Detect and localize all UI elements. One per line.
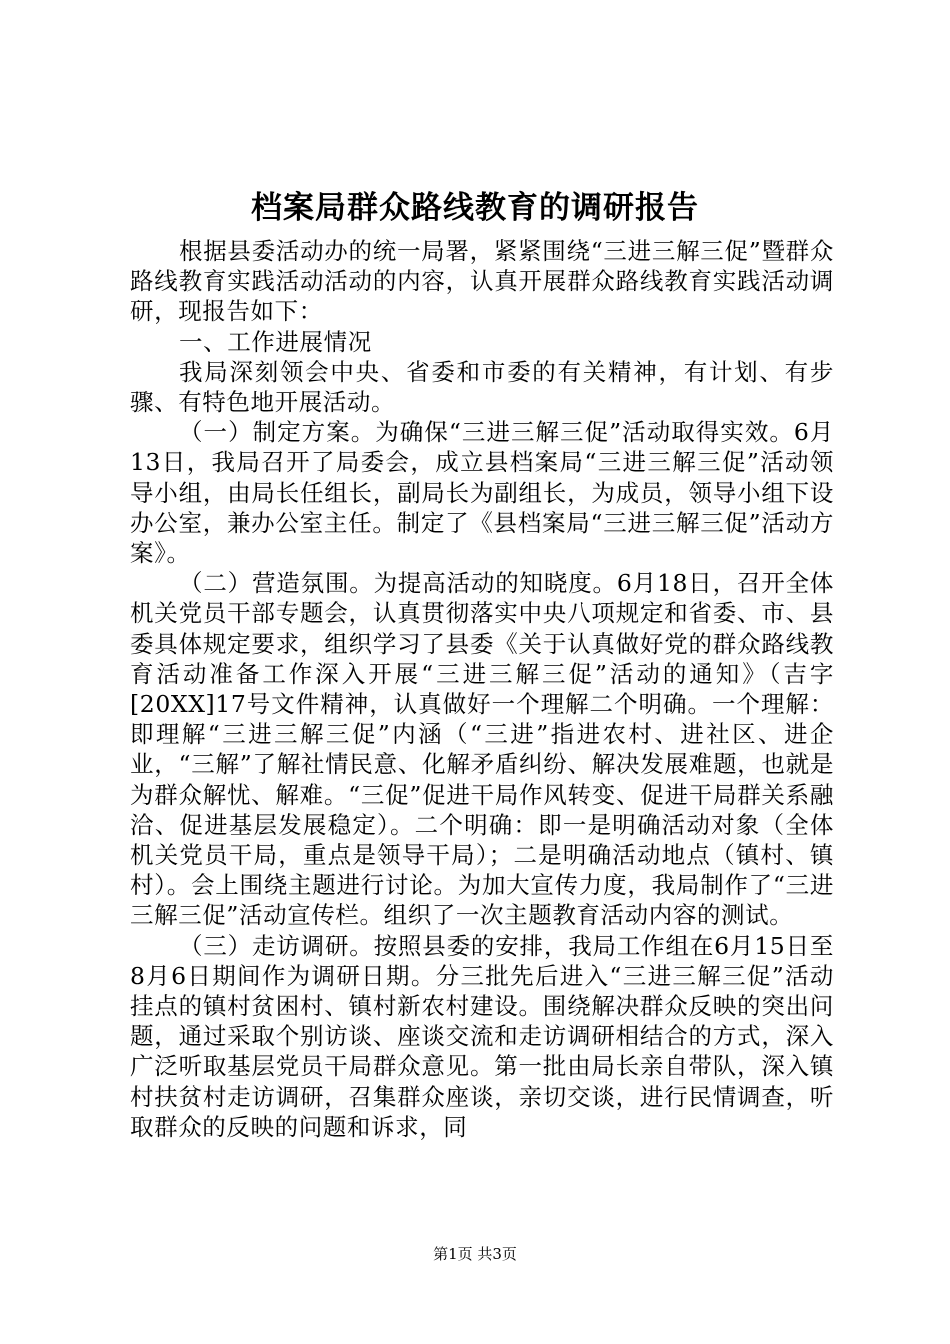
section-heading: 一、工作进展情况 [179, 327, 372, 356]
paragraph-overview: 我局深刻领会中央、省委和市委的有关精神，有计划、有步骤、有特色地开展活动。 [130, 357, 834, 417]
paragraph-survey: （三）走访调研。按照县委的安排，我局工作组在6月15日至8月6日期间作为调研日期。分三批先后进入“三进三解三促”活动挂点的镇村贫困村、镇村新农村建设。围绕解决群众反映的突出问题，通过采取个别访谈、座谈交流和走访调研相结合的方式，深入广泛听取基层党员干局群众意见。第一批由局长亲自带队，深入镇村扶贫村走访调研，召集群众座谈，亲切交谈，进行民情调查，听取群众的反映的问题和诉求，同 [130, 931, 834, 1141]
document-title: 档案局群众路线教育的调研报告 [251, 190, 699, 226]
paragraph-plan: （一）制定方案。为确保“三进三解三促”活动取得实效。6月13日，我局召开了局委会，成立县档案局“三进三解三促”活动领导小组，由局长任组长，副局长为副组长，为成员，领导小组下设办公室，兼办公室主任。制定了《县档案局“三进三解三促”活动方案》。 [130, 418, 834, 568]
paragraph-intro: 根据县委活动办的统一局署，紧紧围绕“三进三解三促”暨群众路线教育实践活动活动的内容，认真开展群众路线教育实践活动调研，现报告如下： [130, 237, 834, 326]
document-body [130, 236, 834, 1142]
paragraph-atmosphere: （二）营造氛围。为提高活动的知晓度。6月18日，召开全体机关党员干部专题会，认真贯彻落实中央八项规定和省委、市、县委具体规定要求，组织学习了县委《关于认真做好党的群众路线教育活动准备工作深入开展“三进三解三促”活动的通知》（吉字[20XX]17号文件精神，认真做好一个理解二个明确。一个理解：即理解“三进三解三促”内涵（“三进”指进农村、进社区、进企业，“三解”了解社情民意、化解矛盾纠纷、解决发展难题，也就是为群众解忧、解难。“三促”促进干局作风转变、促进干局群关系融洽、促进基层发展稳定）。二个明确：即一是明确活动对象（全体机关党员干局，重点是领导干局）；二是明确活动地点（镇村、镇村）。会上围绕主题进行讨论。为加大宣传力度，我局制作了“三进三解三促”活动宣传栏。组织了一次主题教育活动内容的测试。 [130, 569, 834, 930]
page-number-footer: 第1页 共3页 [433, 1245, 517, 1263]
